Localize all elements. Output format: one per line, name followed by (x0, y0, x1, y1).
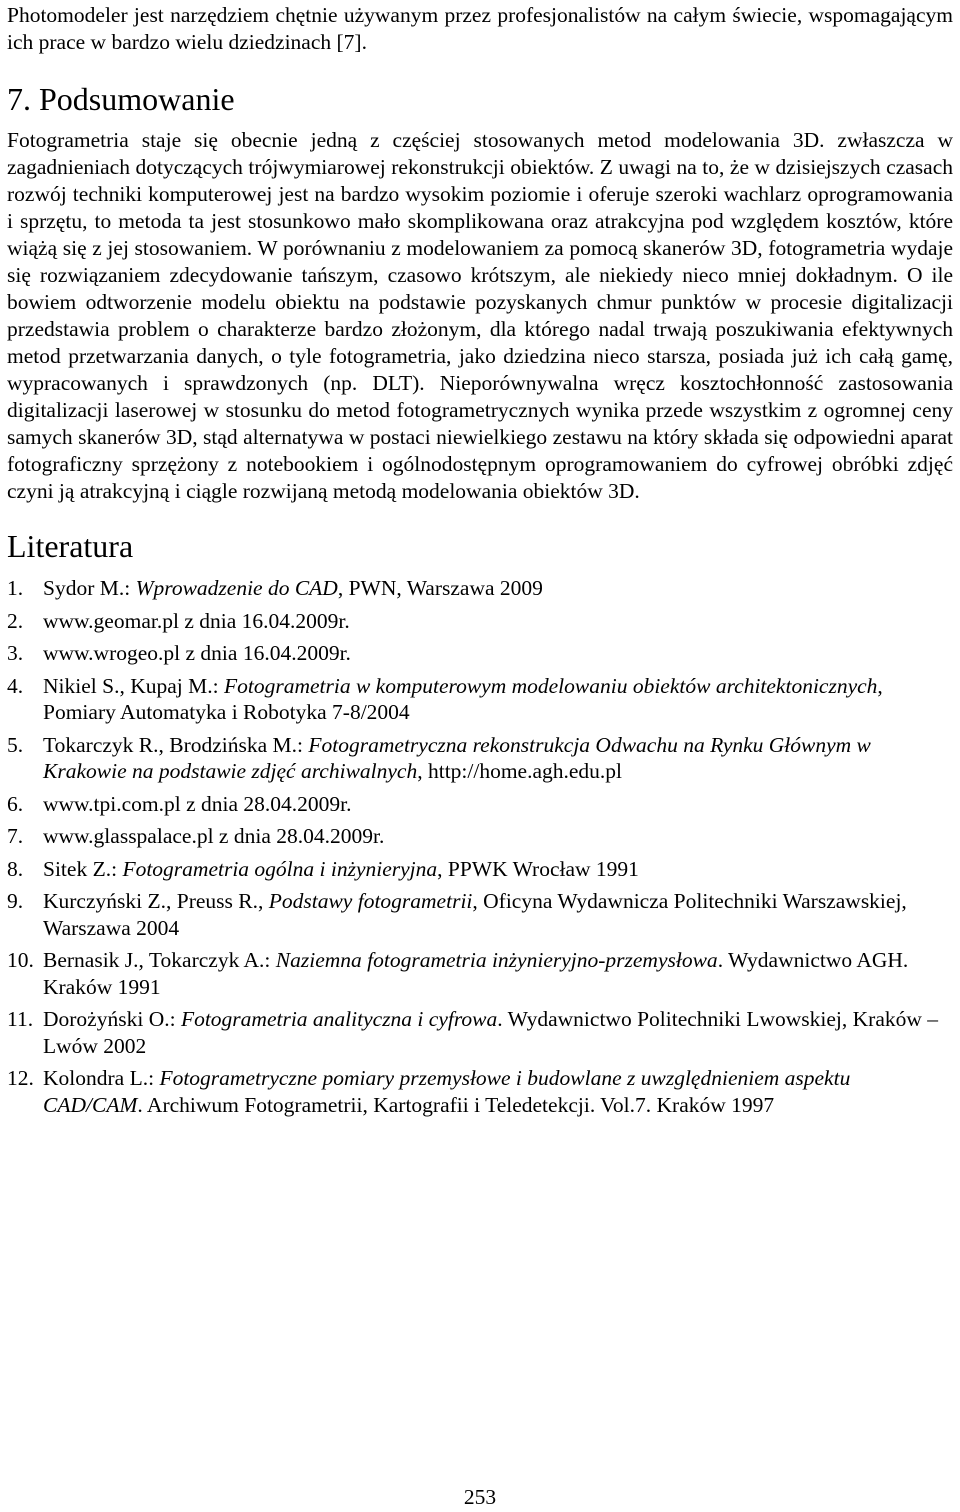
reference-authors: Sydor M.: (43, 576, 136, 600)
reference-number: 2. (7, 608, 24, 633)
reference-title: Fotogrametria w komputerowym modelowaniu obiektów architektonicznych (223, 673, 878, 698)
reference-number: 1. (7, 576, 24, 600)
reference-details: . Wydawnictwo Politechniki Lwowskiej, Kraków – Lwów 2002 (43, 1007, 939, 1058)
reference-item (7, 823, 953, 850)
reference-details: , PPWK Wrocław 1991 (437, 856, 639, 881)
reference-authors: Dorożyński O.: (43, 1007, 181, 1031)
reference-authors: Tokarczyk R., Brodzińska M.: (43, 732, 309, 757)
reference-details: , http://home.agh.edu.pl (417, 759, 623, 783)
reference-title: Fotogrametryczne pomiary przemysłowe i budowlane z uwzględnieniem aspektu CAD/CAM (43, 1066, 851, 1117)
reference-title: Fotogrametria ogólna i inżynieryjna (122, 856, 438, 881)
intro-paragraph: Photomodeler jest narzędziem chętnie używanym przez profesjonalistów na całym świecie, wspomagającym ich prace w bardzo wielu dziedzinach [7]. (7, 3, 953, 54)
literature-heading: Literatura (7, 528, 134, 564)
reference-details: . Archiwum Fotogrametrii, Kartografii i Teledetekcji. Vol.7. Kraków 1997 (137, 1092, 775, 1117)
reference-item (7, 1065, 953, 1118)
reference-item (7, 608, 953, 635)
reference-number: 9. (7, 889, 24, 913)
reference-details: , Oficyna Wydawnicza Politechniki Warszawskiej, Warszawa 2004 (43, 889, 907, 940)
reference-authors: Nikiel S., Kupaj M.: (43, 673, 224, 698)
reference-details: www.glasspalace.pl z dnia 28.04.2009r. (43, 824, 385, 848)
reference-number: 6. (7, 791, 24, 816)
reference-number: 7. (7, 824, 24, 848)
reference-details: www.geomar.pl z dnia 16.04.2009r. (43, 608, 350, 633)
reference-number: 5. (7, 732, 24, 757)
reference-number: 11. (7, 1007, 34, 1031)
summary-paragraph: Fotogrametria staje się obecnie jedną z częściej stosowanych metod modelowania 3D. zwłaszcza w zagadnieniach dotyczących trójwymiarowej rekonstrukcji obiektów. Z uwagi na to, że w dzisiejszych czasach rozwój techniki komputerowej jest na bardzo wysokim poziomie i oferuje szeroki wachlarz oprogramowania i sprzętu, to metoda ta jest stosunkowo mało skomplikowana oraz atrakcyjna pod względem kosztów, które wiążą się z jej stosowaniem. W porównaniu z modelowaniem za pomocą skanerów 3D, fotogrametria wydaje się rozwiązaniem zdecydowanie tańszym, czasowo krótszym, ale niekiedy nieco mniej dokładnym. O ile bowiem odtworzenie modelu obiektu na podstawie pozyskanych chmur punktów w procesie digitalizacji przedstawia problem o charakterze bardzo złożonym, dla którego nadal trwają poszukiwania efektywnych metod przetwarzania danych, o tyle fotogrametria, jako dziedzina nieco starsza, posiada już ich całą gamę, wypracowanych i sprawdzonych (np. DLT). Nieporównywalna wręcz kosztochłonność zastosowania digitalizacji laserowej w stosunku do metod fotogrametrycznych wynika przede wszystkim z ogromnej ceny samych skanerów 3D, stąd alternatywa w postaci niewielkiego zestawu na który składa się odpowiedni aparat fotograficzny sprzężony z notebookiem i ogólnodostępnym oprogramowaniem do cyfrowej obróbki zdjęć czyni ją atrakcyjną i ciągle rozwijaną metodą modelowania obiektów 3D. (7, 128, 953, 503)
reference-title: Fotogrametria analityczna i cyfrowa (180, 1007, 498, 1031)
reference-details: , PWN, Warszawa 2009 (337, 576, 543, 600)
reference-item (7, 673, 953, 726)
reference-number: 3. (7, 641, 24, 665)
reference-item (7, 888, 953, 941)
reference-item (7, 947, 953, 1000)
summary-heading: 7. Podsumowanie (7, 81, 235, 117)
reference-title: Naziemna fotogrametria inżynieryjno-przemysłowa (275, 948, 718, 972)
reference-item (7, 1006, 953, 1059)
reference-details: www.tpi.com.pl z dnia 28.04.2009r. (43, 791, 352, 816)
reference-title: Fotogrametryczna rekonstrukcja Odwachu na Rynku Głównym w Krakowie na podstawie zdjęć archiwalnych (43, 732, 871, 783)
reference-title: Podstawy fotogrametrii (268, 889, 473, 913)
reference-item (7, 640, 953, 667)
reference-details: , Pomiary Automatyka i Robotyka 7-8/2004 (43, 673, 883, 724)
reference-details: . Wydawnictwo AGH. Kraków 1991 (43, 948, 909, 999)
reference-number: 4. (7, 673, 24, 698)
reference-authors: Kolondra L.: (43, 1066, 160, 1090)
reference-authors: Kurczyński Z., Preuss R., (43, 889, 269, 913)
reference-details: www.wrogeo.pl z dnia 16.04.2009r. (43, 641, 351, 665)
page-number: 253 (463, 1485, 497, 1509)
reference-item (7, 732, 953, 785)
reference-number: 8. (7, 856, 24, 881)
reference-item (7, 575, 953, 602)
reference-list (7, 575, 953, 1118)
reference-authors: Sitek Z.: (43, 856, 123, 881)
reference-item (7, 856, 953, 883)
page (7, 0, 953, 1124)
reference-number: 10. (7, 948, 34, 972)
reference-number: 12. (7, 1066, 34, 1090)
reference-item (7, 791, 953, 818)
reference-authors: Bernasik J., Tokarczyk A.: (43, 948, 276, 972)
reference-title: Wprowadzenie do CAD (135, 576, 338, 600)
